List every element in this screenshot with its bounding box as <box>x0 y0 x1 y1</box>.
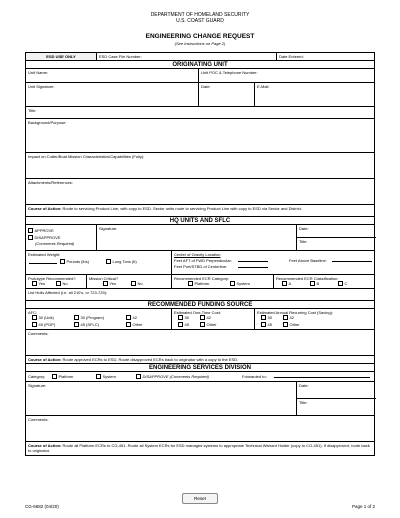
checkbox-icon <box>200 322 205 327</box>
background-field[interactable]: Background/Purpose: <box>26 119 374 153</box>
mission-critical-label: Mission Critical? <box>89 276 119 281</box>
forwarded-to-label: Forwarded to: <box>242 374 267 379</box>
form-title: ENGINEERING CHANGE REQUEST <box>145 33 255 40</box>
checkbox-icon <box>261 315 266 320</box>
feet-port-label: Feet Port/STBD of Centerline: <box>174 264 228 269</box>
long-tons-option[interactable]: Long Tons (lt) <box>106 259 137 264</box>
checkbox-icon <box>261 322 266 327</box>
afc-30-unit[interactable]: 30 (Unit) <box>32 315 54 320</box>
feet-aft-label: Feet AFT of FWD Perpendicular: <box>174 258 232 263</box>
estimated-weight-label: Estimated Weight: <box>28 252 61 257</box>
afc-42[interactable]: 42 <box>126 315 137 320</box>
checkbox-icon <box>283 322 288 327</box>
rec-class-label: Recommended ECR Classification: <box>276 276 339 281</box>
afc-30-program[interactable]: 30 (Program) <box>74 315 104 320</box>
pounds-option[interactable]: Pounds (lbs) <box>60 259 89 264</box>
hq-title-field[interactable]: Title: <box>299 239 308 244</box>
checkbox-icon <box>28 235 33 240</box>
checkbox-icon <box>126 315 131 320</box>
prototype-no[interactable]: No <box>56 281 68 286</box>
rec-category-label: Recommended ECR Category: <box>174 276 230 281</box>
cog-label: Center of Gravity Location <box>174 252 221 257</box>
esd-comments-field[interactable]: Comments: <box>26 416 374 442</box>
checkbox-icon <box>32 281 37 286</box>
category-system[interactable]: System <box>230 281 250 286</box>
feet-above-label: Feet Above Baseline: <box>289 258 327 263</box>
annual-30[interactable]: 30 <box>261 315 272 320</box>
esd-use-only: ESD USE ONLY <box>46 54 76 59</box>
checkbox-icon <box>178 322 183 327</box>
checkbox-icon <box>178 315 183 320</box>
annual-42[interactable]: 42 <box>283 315 294 320</box>
prototype-yes[interactable]: Yes <box>32 281 45 286</box>
esd-row <box>26 53 374 61</box>
esd-date-field[interactable]: Date: <box>297 382 376 399</box>
checkbox-icon <box>103 281 108 286</box>
unit-poc-field[interactable]: Unit POC & Telephone Number: <box>198 69 376 82</box>
checkbox-icon <box>230 281 235 286</box>
unit-name-field[interactable]: Unit Name: <box>28 70 49 75</box>
one-time-30[interactable]: 30 <box>178 315 189 320</box>
annual-cost-label: Estimated Annual Recurring Cost (Saving): <box>257 310 334 315</box>
impact-field[interactable]: Impact on Cutter/Boat Mission Characteristics/Capabilities (Fully): <box>26 153 374 179</box>
esd-division-heading: ENGINEERING SERVICES DIVISION <box>149 365 251 371</box>
checkbox-icon <box>282 281 287 286</box>
page-number: Page 1 of 2 <box>351 504 375 509</box>
forwarded-to-input[interactable] <box>274 374 370 378</box>
esd-title-field[interactable]: Title: <box>299 400 308 405</box>
checkbox-icon <box>338 281 343 286</box>
unit-email-field[interactable]: E-Mail: <box>254 83 376 106</box>
hq-disapprove-option[interactable]: DISAPPROVE <box>28 235 61 240</box>
esd-case-file-field[interactable]: ESD Case File Number: <box>96 53 276 60</box>
esd-platform-option[interactable]: Platform <box>52 374 73 379</box>
funding-comments-field[interactable]: Comments: <box>26 330 374 356</box>
mission-no[interactable]: No <box>131 281 143 286</box>
esd-course-of-action: Course of Action: Route all Platform ECRs to CG-451. Route all System ECRs for ESD managed systems to appropriate Technical Warrant Holder (copy to CG-451). If disapproved, route back to originator. <box>28 443 370 453</box>
annual-45[interactable]: 45 <box>261 322 272 327</box>
originating-course-of-action: Course of Action: Route to servicing Product Line, with copy to ESD. Sector units route to servicing Product Line with copy to ESD via Sector and District. <box>26 205 374 217</box>
one-time-42[interactable]: 42 <box>200 315 211 320</box>
title-field[interactable]: Title: <box>26 107 374 119</box>
checkbox-icon <box>136 374 141 379</box>
checkbox-icon <box>32 322 37 327</box>
hq-comments-required: (Comments Required) <box>35 241 75 246</box>
hulls-affected-field[interactable]: List Hulls Affected (i.e. all 210's, or 723-725): <box>26 289 374 301</box>
weight-input[interactable] <box>29 260 57 264</box>
checkbox-icon <box>106 259 111 264</box>
checkbox-icon <box>96 374 101 379</box>
afc-other[interactable]: Other <box>126 322 143 327</box>
hq-date-field[interactable]: Date: <box>297 225 376 238</box>
one-time-45[interactable]: 45 <box>178 322 189 327</box>
annual-other[interactable]: Other <box>283 322 300 327</box>
feet-aft-input[interactable] <box>238 258 268 262</box>
checkbox-icon <box>74 322 79 327</box>
feet-above-input[interactable] <box>332 258 372 262</box>
funding-heading: RECOMMENDED FUNDING SOURCE <box>147 302 253 308</box>
unit-signature-field[interactable]: Unit Signature: <box>28 84 55 89</box>
attachments-field[interactable]: Attachments/References: <box>26 179 374 205</box>
category-platform[interactable]: Platform <box>188 281 209 286</box>
hq-signature-field[interactable]: Signature: <box>96 225 296 250</box>
afc-45-pop[interactable]: 45 (POP) <box>32 322 55 327</box>
hq-units-heading: HQ UNITS AND SFLC <box>169 218 231 224</box>
esd-category-label: Category: <box>28 374 46 379</box>
afc-label: AFC: <box>28 310 38 315</box>
esd-disapprove-option[interactable]: DISAPPROVE (Comments Required) <box>136 374 209 379</box>
one-time-other[interactable]: Other <box>200 322 217 327</box>
esd-system-option[interactable]: System <box>96 374 116 379</box>
reset-button[interactable]: Reset <box>182 493 218 504</box>
afc-45-sflc[interactable]: 45 (SFLC) <box>74 322 99 327</box>
form-number: CG-5682 (04/20) <box>25 504 59 509</box>
checkbox-icon <box>200 315 205 320</box>
feet-port-input[interactable] <box>238 264 268 268</box>
funding-course-of-action: Course of Action: Route approved ECRs to ESD. Route disapproved ECRs back to originator with a copy to the ESD. <box>26 356 374 364</box>
agency-name: U.S. COAST GUARD <box>176 18 224 24</box>
class-b[interactable]: B <box>310 281 319 286</box>
checkbox-icon <box>52 374 57 379</box>
checkbox-icon <box>74 315 79 320</box>
class-c[interactable]: C <box>338 281 347 286</box>
checkbox-icon <box>283 315 288 320</box>
esd-signature-field[interactable]: Signature: <box>28 383 47 388</box>
mission-yes[interactable]: Yes <box>103 281 116 286</box>
class-a[interactable]: A <box>282 281 291 286</box>
date-entered-field[interactable]: Date Entered: <box>276 53 376 60</box>
checkbox-icon <box>60 259 65 264</box>
checkbox-icon <box>28 228 33 233</box>
checkbox-icon <box>131 281 136 286</box>
checkbox-icon <box>188 281 193 286</box>
form-subtitle: (See Instructions on Page 2) <box>174 41 226 46</box>
one-time-cost-label: Estimated One-Time Cost: <box>174 310 221 315</box>
hq-approve-option[interactable]: APPROVE <box>28 228 54 233</box>
checkbox-icon <box>32 315 37 320</box>
unit-date-field[interactable]: Date: <box>198 83 254 106</box>
checkbox-icon <box>56 281 61 286</box>
prototype-label: Prototype Recommended? <box>28 276 76 281</box>
form-body <box>25 52 375 456</box>
checkbox-icon <box>126 322 131 327</box>
originating-unit-heading: ORIGINATING UNIT <box>172 62 228 68</box>
checkbox-icon <box>310 281 315 286</box>
dept-name: DEPARTMENT OF HOMELAND SECURITY <box>150 12 250 18</box>
